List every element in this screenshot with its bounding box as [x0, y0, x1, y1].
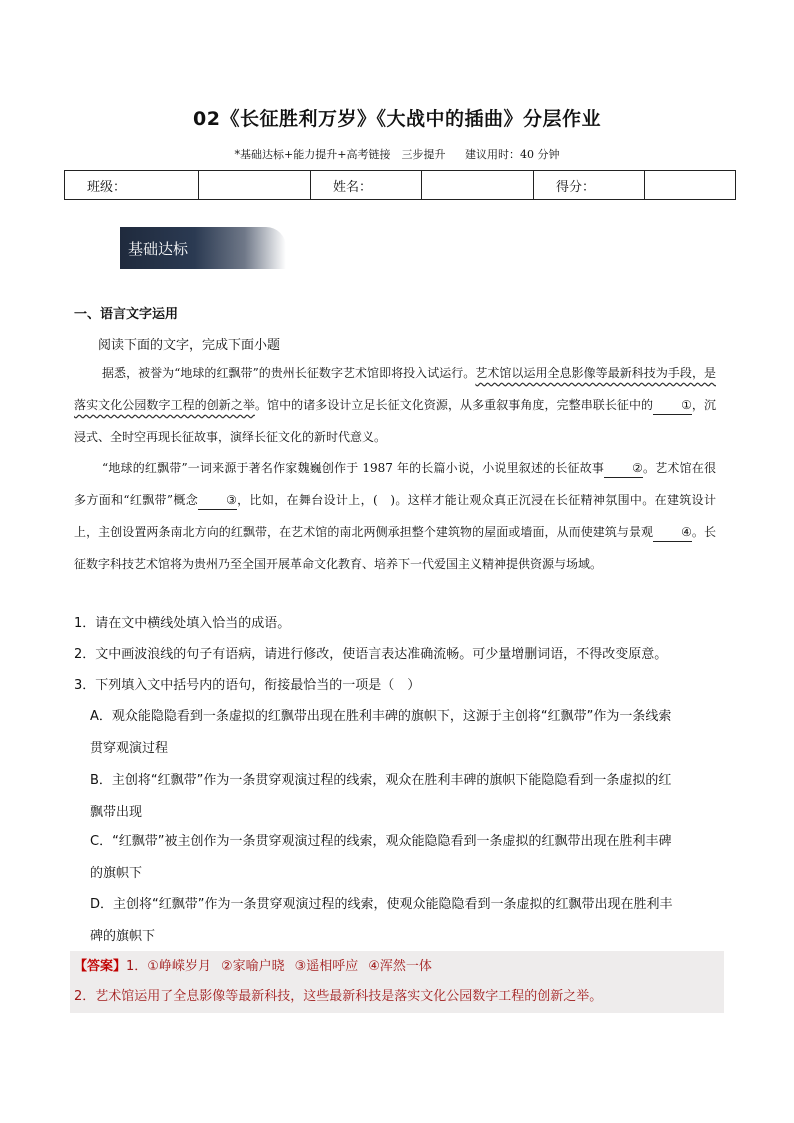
p2-text-a: “地球的红飘带”一词来源于著名作家魏巍创作于 1987 年的长篇小说，小说里叙述的长征故事 — [102, 461, 605, 475]
option-a-line-1: A．观众能隐隐看到一条虚拟的红飘带出现在胜利丰碑的旗帜下，这源于主创将“红飘带”作为一条线索 — [90, 709, 672, 724]
name-label: 姓名： — [311, 171, 422, 200]
answer-item-1: ①峥嵘岁月 — [147, 959, 211, 974]
answer-box — [70, 951, 724, 1013]
subtitle-steps: *基础达标+能力提升+高考链接 三步提升 — [234, 148, 446, 161]
name-field[interactable] — [422, 171, 534, 200]
option-d-line-2: 碑的旗帜下 — [90, 929, 156, 944]
page-title: 02《长征胜利万岁》《大战中的插曲》分层作业 — [193, 108, 601, 130]
option-a-line-2: 贯穿观演过程 — [90, 741, 169, 756]
class-field[interactable] — [199, 171, 311, 200]
answer-line-1 — [74, 952, 442, 982]
p2-text-b: 。艺术馆在很多方面和“红飘带”概念 — [74, 461, 716, 507]
option-d[interactable] — [90, 889, 724, 953]
section-heading: 一、语言文字运用 — [74, 307, 179, 322]
banner-label: 基础达标 — [128, 240, 189, 258]
option-c[interactable] — [90, 826, 724, 890]
score-label: 得分： — [534, 171, 645, 200]
p2-text-d: 。长征数字科技艺术馆将为贵州乃至全国开展革命文化教育、培养下一代爱国主义精神提供资源与场域。 — [74, 525, 716, 571]
answer-label: 【答案】 — [74, 959, 127, 974]
answer-line-2: 2．艺术馆运用了全息影像等最新科技，这些最新科技是落实文化公园数字工程的创新之举。 — [74, 989, 603, 1004]
score-field[interactable] — [645, 171, 736, 200]
blank-2: ② — [604, 459, 643, 478]
passage-paragraph-1 — [74, 357, 716, 453]
question-3: 3．下列填入文中括号内的语句，衔接最恰当的一项是（ ） — [74, 678, 421, 693]
subtitle-time: 建议用时：40 分钟 — [464, 148, 560, 161]
wavy-underlined-sentence: 艺术馆以运用全息影像等最新科技为手段，是落实文化公园数字工程的创新之举 — [74, 366, 716, 412]
option-b-line-1: B．主创将“红飘带”作为一条贯穿观演过程的线索，观众在胜利丰碑的旗帜下能隐隐看到一条虚拟的红 — [90, 773, 672, 788]
student-info-table — [64, 170, 736, 200]
answer-item-3: ③遥相呼应 — [294, 959, 359, 974]
p2-text-c: ，比如，在舞台设计上，( )。这样才能让观众真正沉浸在长征精神氛围中。在建筑设计上，主创设置两条南北方向的红飘带，在艺术馆的南北两侧承担整个建筑物的屋面或墙面，从而使建筑与景观 — [74, 493, 716, 539]
class-label: 班级： — [65, 171, 199, 200]
option-b-line-2: 飘带出现 — [90, 805, 143, 820]
p1-text-b: 。馆中的诸多设计立足长征文化资源，从多重叙事角度，完整串联长征中的 — [254, 398, 654, 412]
answer-prefix: 1． — [126, 959, 148, 974]
option-c-line-1: C．“红飘带”被主创作为一条贯穿观演过程的线索，观众能隐隐看到一条虚拟的红飘带出现在胜利丰碑 — [90, 834, 672, 849]
reading-instruction: 阅读下面的文字，完成下面小题 — [98, 338, 281, 353]
blank-1: ① — [653, 396, 692, 415]
answer-item-4: ④浑然一体 — [368, 959, 432, 974]
passage-paragraph-2 — [74, 452, 716, 580]
p1-text-a: 据悉，被誉为“地球的红飘带”的贵州长征数字艺术馆即将投入试运行。 — [102, 366, 476, 380]
section-banner — [120, 227, 286, 269]
option-a[interactable] — [90, 701, 724, 765]
question-1: 1．请在文中横线处填入恰当的成语。 — [74, 616, 291, 631]
question-2: 2．文中画波浪线的句子有语病，请进行修改，使语言表达准确流畅。可少量增删词语，不得改变原意。 — [74, 647, 668, 662]
blank-4: ④ — [653, 523, 692, 542]
option-b[interactable] — [90, 765, 724, 829]
answer-item-2: ②家喻户晓 — [220, 959, 285, 974]
option-d-line-1: D．主创将“红飘带”作为一条贯穿观演过程的线索，使观众能隐隐看到一条虚拟的红飘带出现在胜利丰 — [90, 897, 673, 912]
p1-text-c: ，沉浸式、全时空再现长征故事，演绎长征文化的新时代意义。 — [74, 398, 716, 444]
option-c-line-2: 的旗帜下 — [90, 866, 143, 881]
blank-3: ③ — [198, 491, 237, 510]
page-subtitle — [0, 146, 794, 162]
